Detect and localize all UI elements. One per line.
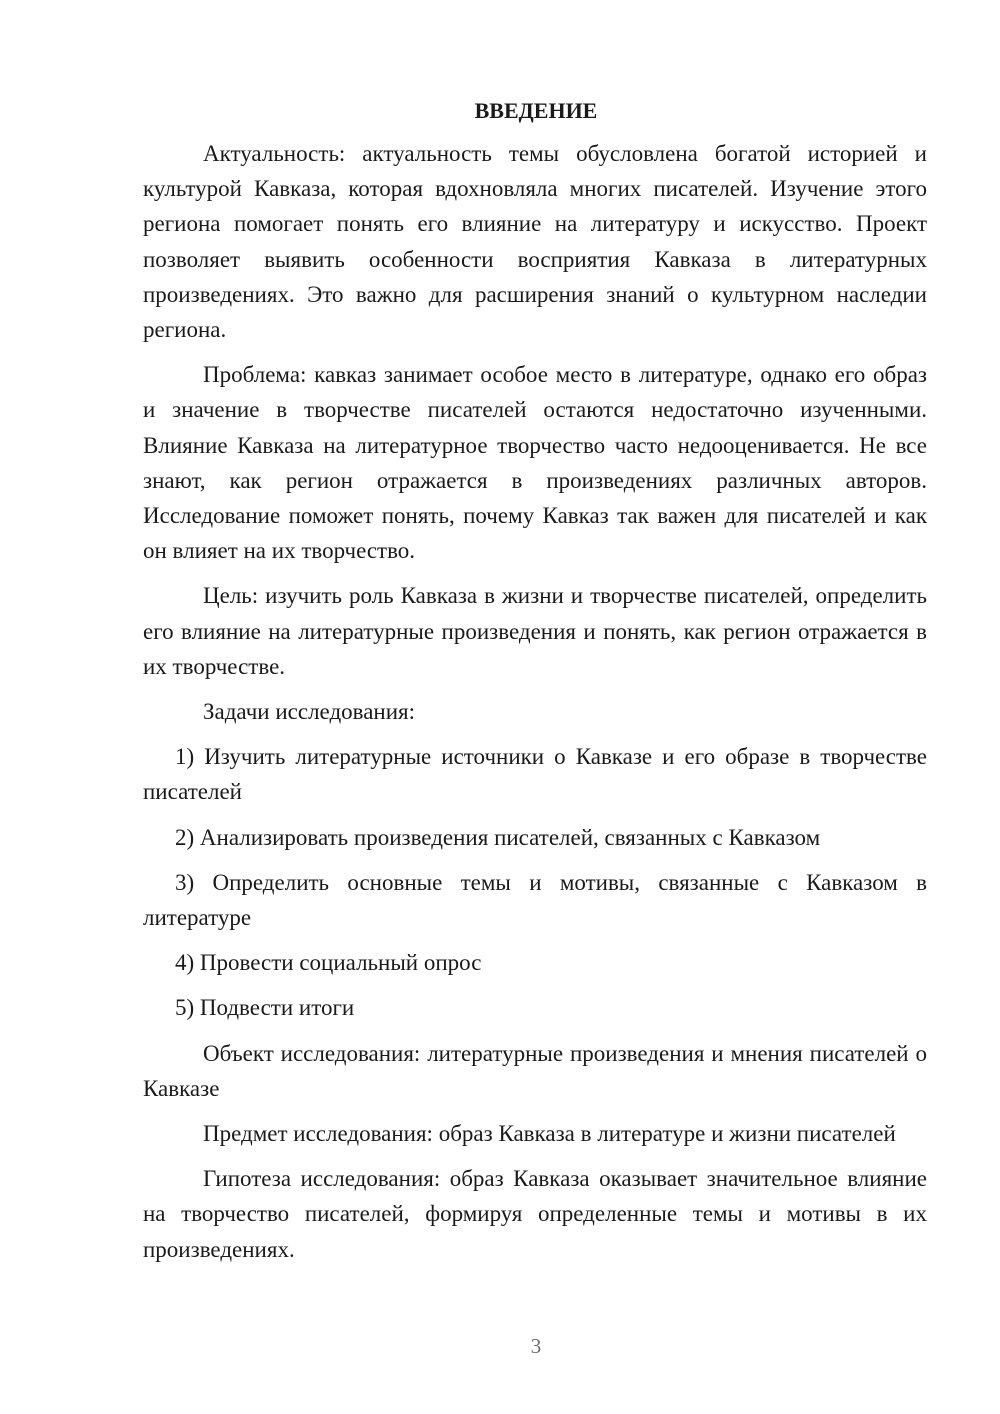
task-item-1: 1) Изучить литературные источники о Кавказе и его образе в творчестве писателей — [143, 744, 927, 805]
document-page — [143, 96, 927, 1267]
tasks-heading: Задачи исследования: — [203, 699, 416, 725]
paragraph-goal: Цель: изучить роль Кавказа в жизни и творчестве писателей, определить его влияние на литературные произведения и понять, как регион отражается в их творчестве. — [143, 583, 927, 679]
section-title: ВВЕДЕНИЕ — [474, 98, 598, 123]
task-item-3: 3) Определить основные темы и мотивы, связанные с Кавказом в литературе — [143, 869, 927, 931]
paragraph-hypothesis: Гипотеза исследования: образ Кавказа оказывает значительное влияние на творчество писателей, формируя определенные темы и мотивы в их произведениях. — [143, 1166, 927, 1262]
paragraph-object: Объект исследования: литературные произведения и мнения писателей о Кавказе — [143, 1040, 927, 1101]
page-number: 3 — [530, 1334, 542, 1358]
paragraph-problem: Проблема: кавказ занимает особое место в литературе, однако его образ и значение в творчестве писателей остаются недостаточно изученными. Влияние Кавказа на литературное творчество часто недооценивается. Не все знают, как регион отражается в произведениях различных авторов. Исследование поможет понять, почему Кавказ так важен для писателей и как он влияет на их творчество. — [143, 362, 927, 564]
task-item-4: 4) Провести социальный опрос — [175, 950, 482, 976]
task-item-5: 5) Подвести итоги — [175, 995, 355, 1021]
task-item-2: 2) Анализировать произведения писателей, связанных с Кавказом — [175, 824, 821, 850]
paragraph-relevance: Актуальность: актуальность темы обусловлена богатой историей и культурой Кавказа, которая вдохновляла многих писателей. Изучение этого региона помогает понять его влияние на литературу и искусство. Проект позволяет выявить особенности восприятия Кавказа в литературных произведениях. Это важно для расширения знаний о культурном наследии региона. — [143, 141, 927, 343]
paragraph-subject: Предмет исследования: образ Кавказа в литературе и жизни писателей — [203, 1121, 896, 1147]
